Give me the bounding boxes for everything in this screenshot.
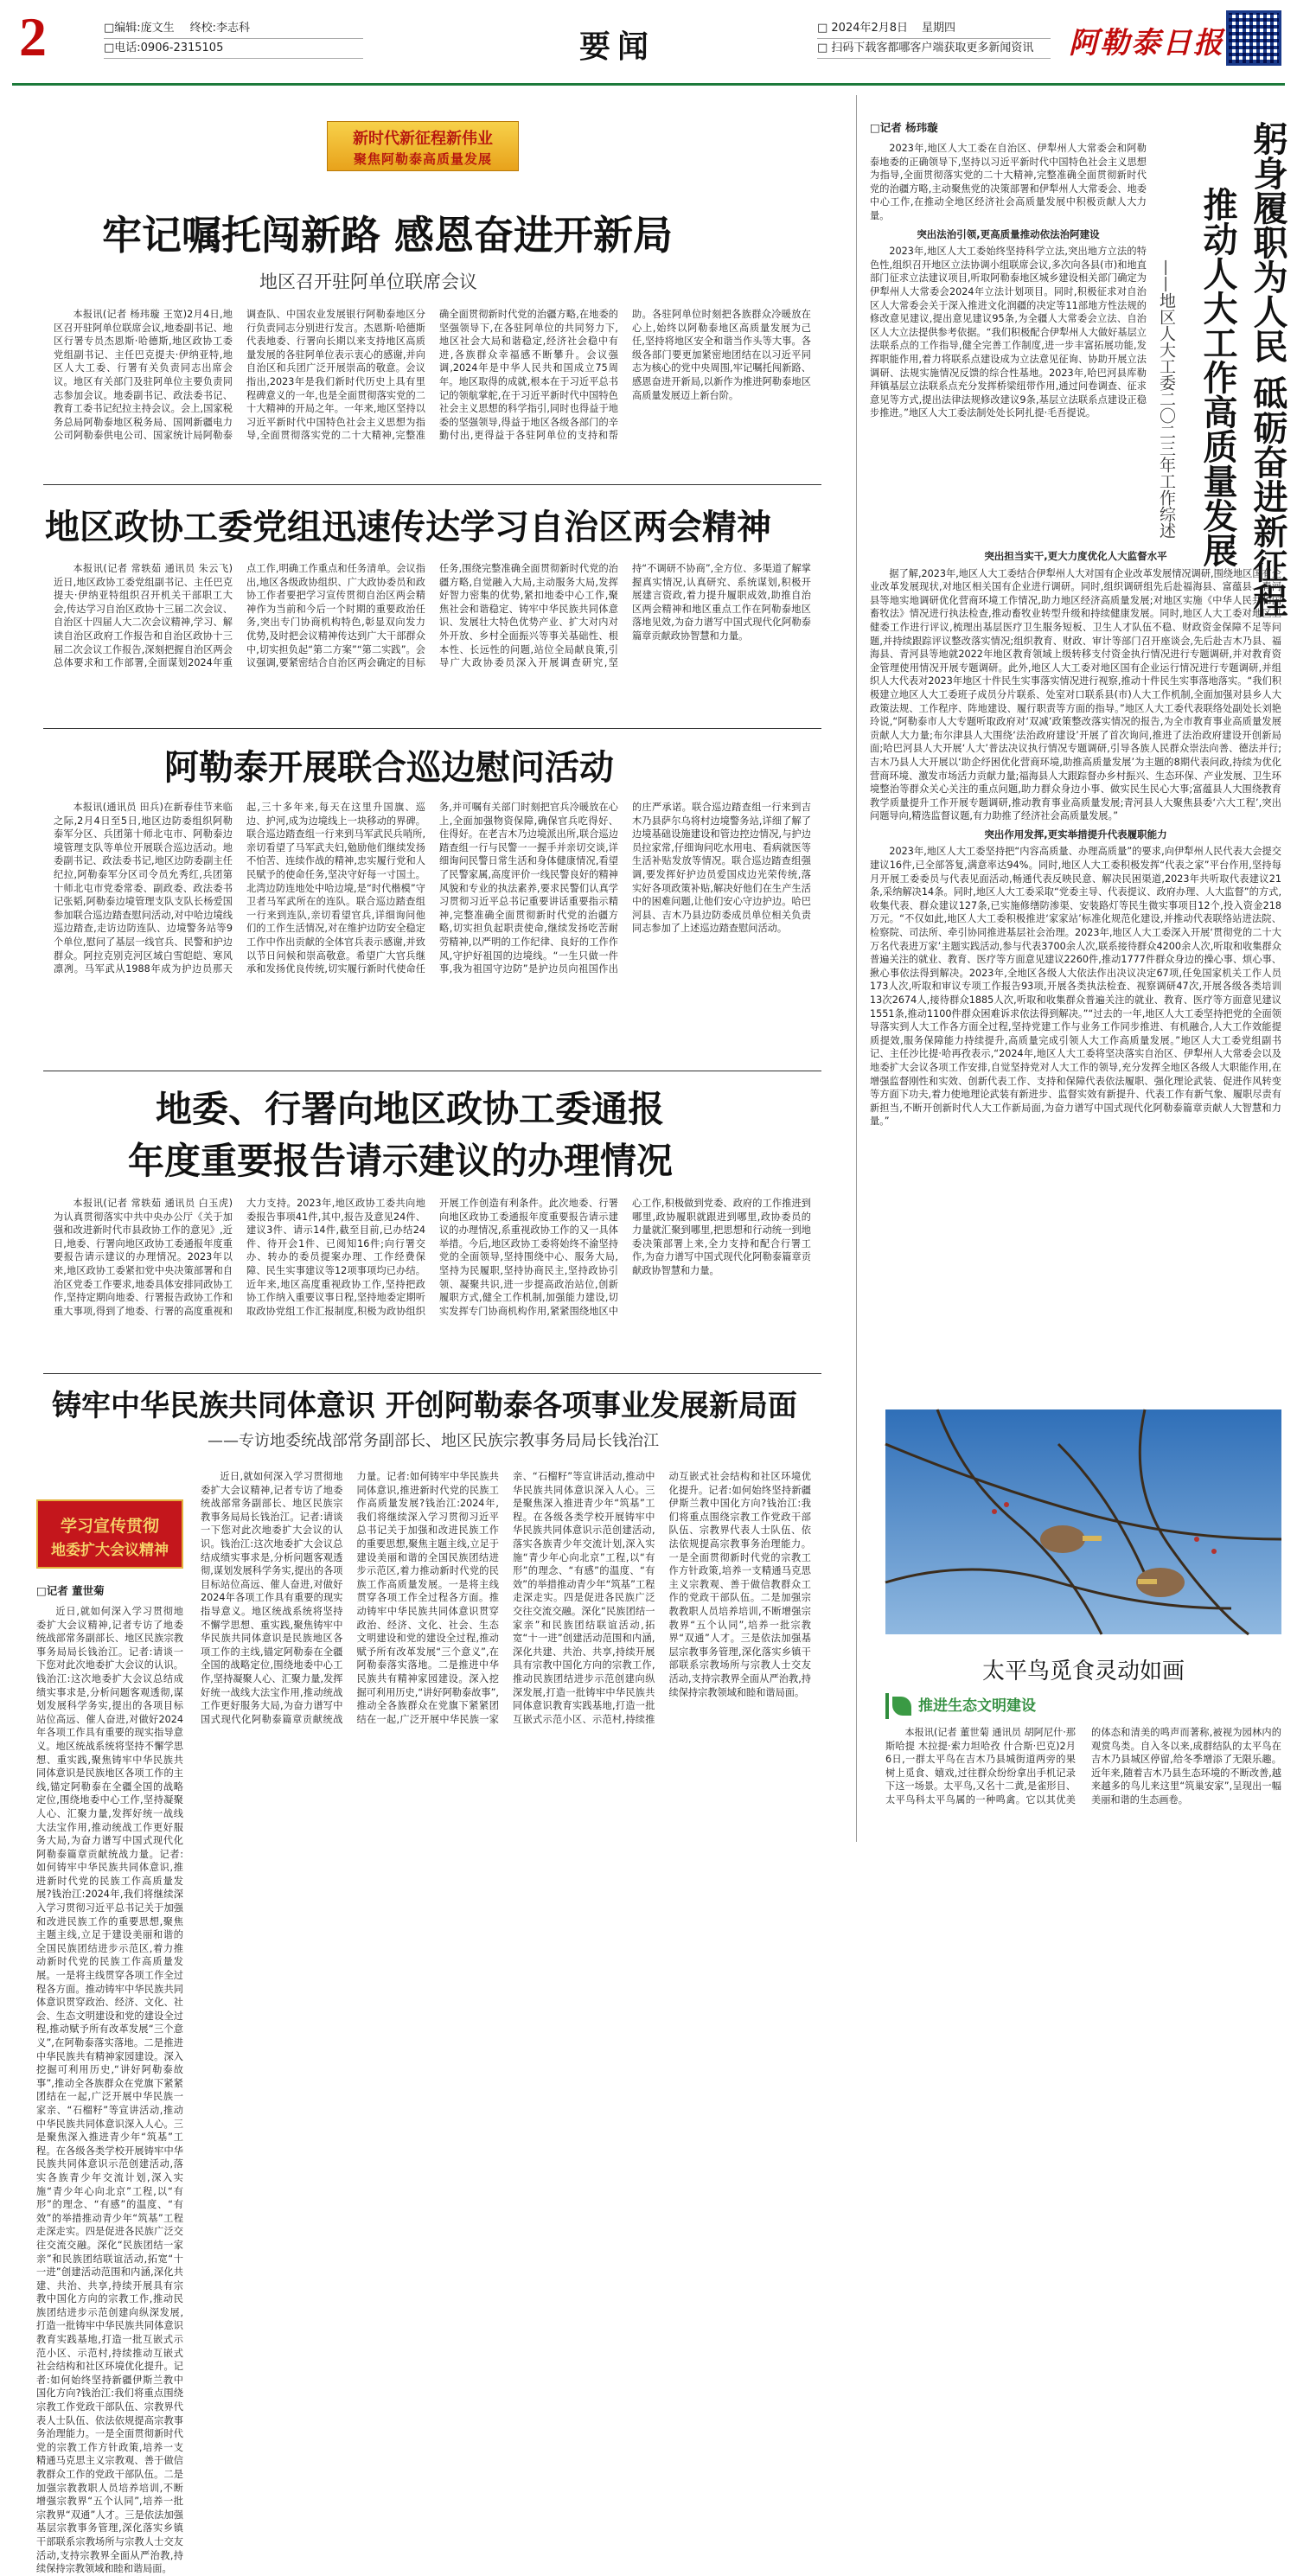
bird-photo-image — [885, 1409, 1281, 1634]
section-title: 要闻 — [579, 29, 656, 65]
photo-story-body — [885, 1726, 1281, 1842]
paper-logo: 阿勒泰日报 — [1069, 26, 1224, 61]
editor-name: □编辑:庞文生 — [104, 22, 175, 35]
series-badge — [327, 121, 519, 171]
feature-intro: 2023年,地区人大工委在自治区、伊犁州人大常委会和阿勒泰地委的正确领导下,坚持以习近平新时代中国特色社会主义思想为指导,全面贯彻落实党的二十大精神,完整准确全面贯彻新时代党的治疆方略,主动聚焦党的决策部署和伊犁州人大常委会、地委中心工作,在推动全地区经济社会高质量发展中积极贡献人大力量。 — [870, 143, 1147, 221]
feature-para-1: 2023年,地区人大工委始终坚持科学立法,突出地方立法的特色性,组织召开地区立法协调小组联席会议,多次向各县(市)和地直部门征求立法建议项目,听取阿勒泰地区城乡建设相关部门确定为伊犁州人大常委会2024年立法计划项目。同时,积极征求对自治区人大常委会关于深入推进文化润疆的决定等11部地方性法规的修改意见建议,提出意见建议95条,为全疆人大常委会立法、自治区人大立法提供参考依据。“我们积极配合伊犁州人大做好基层立法联系点的工作指导,健全完善工作制度,进一步丰富拓展功能,发挥职能作用,着力将联系点建设成为立法意见征询、协助开展立法调研、法规实施情况反馈的综合性基地。2023年,哈巴河县库勒拜镇基层立法联系点充分发挥桥梁纽带作用,通过问卷调查、征求意见等方式,提出法律法规修改建议9条,基层立法联系点建设正稳步推进。”地区人大工委法制处处长阿扎提·毛吾提说。 — [870, 246, 1147, 419]
bird-photo — [885, 1409, 1281, 1634]
masthead — [0, 0, 1297, 86]
article5-body-first — [36, 1605, 183, 2575]
phone-number: □电话:0906-2315105 — [104, 42, 224, 54]
article5-text: 近日,就如何深入学习贯彻地委扩大会议精神,记者专访了地委统战部常务副部长、地区民族宗教事务局局长钱治江。记者:请谈一下您对此次地委扩大会议的认识。钱治江:这次地委扩大会议总结成绩实事求是,分析问题客观透彻,谋划发展科学务实,提出的各项目标站位高远、催人奋进,对做好2024年各项工作具有重要的现实指导意义。地区统战系统将坚持不懈学思想、重实践,聚焦铸牢中华民族共同体意识是民族地区各项工作的主线,锚定阿勒泰在全疆全国的战略定位,围绕地委中心工作,坚持凝聚人心、汇聚力量,发挥好统一战线大法宝作用,推动统战工作更好服务大局,为奋力谱写中国式现代化阿勒泰篇章贡献统战力量。记者:如何铸牢中华民族共同体意识,推进新时代党的民族工作高质量发展?钱治江:2024年,我们将继续深入学习贯彻习近平总书记关于加强和改进民族工作的重要思想,聚焦主题主线,立足于建设美丽和谐的全国民族团结进步示范区,着力推动新时代党的民族工作高质量发展。一是将主线贯穿各项工作全过程各方面。推动铸牢中华民族共同体意识贯穿政治、经济、文化、社会、生态文明建设和党的建设全过程,推动赋予所有改革发展“三个意义”,在阿勒泰落实落地。二是推进中华民族共有精神家园建设。深入挖掘可利用历史,“讲好阿勒泰故事”,推动全各族群众在党旗下紧紧团结在一起,广泛开展中华民族一家亲、“石榴籽”等宣讲活动,推动中华民族共同体意识深入人心。三是聚焦深入推进青少年“筑基”工程。在各级各类学校开展铸牢中华民族共同体意识示范创建活动,落实各族青少年交流计划,深入实施“青少年心向北京”工程,以“有形”的理念、“有感”的温度、“有效”的举措推动青少年“筑基”工程走深走实。四是促进各民族广泛交往交流交融。深化“民族团结一家亲”和民族团结联谊活动,拓宽“十一进”创建活动范围和内涵,深化共建、共治、共享,持续开展具有宗教中国化方向的宗教工作,推动民族团结进步示范创建向纵深发展,打造一批铸牢中华民族共同体意识教育实践基地,打造一批互嵌式示范小区、示范村,持续推动互嵌式社会结构和社区环境优化提升。记者:如何始终坚持新疆伊斯兰教中国化方向?钱治江:我们将重点围绕宗教工作党政干部队伍、宗教界代表人士队伍、依法依规提高宗教事务治理能力。一是全面贯彻新时代党的宗教工作方针政策,培养一支精通马克思主义宗教观、善于做信教群众工作的党政干部队伍。二是加强宗教教职人员培养培训,不断增强宗教界“五个认同”,培养一批宗教界“双通”人才。三是依法加强基层宗教事务管理,深化落实乡镇干部联系宗教场所与宗教人士交友活动,支持宗教界全面从严治教,持续保持宗教领域和睦和谐局面。 — [201, 1471, 811, 1725]
divider — [43, 728, 821, 729]
study-badge-line1: 学习宣传贯彻 — [60, 1517, 159, 1536]
feature-para-3: 2023年,地区人大工委坚持把“内容高质量、办理高质量”的要求,向伊犁州人民代表大会提交建议16件,已全部答复,满意率达94%。同时,地区人大工委积极发挥“代表之家”平台作用,坚持每月开展工委委员与代表见面活动,畅通代表反映民意、解决民困渠道,2023年共听取代表建议21条,采纳解决14条。同时,地区人大工委采取“党委主导、代表提议、政府办理、人大监督”的方式,收集代表、群众建议127条,已实施修缮防渗渠、安装路灯等民生微实事项目12个,投入资金218万元。“不仅如此,地区人大工委积极推进‘家家站’标准化规范化建设,并推动代表联络站进法院、检察院、司法所、牵引协同推进基层社会治理。2023年,地区人大工委深入开展‘贯彻党的二十大 万名代表进万家’主题实践活动,参与代表3700余人次,联系接待群众4200余人次,听取和收集群众普遍关注的就业、教育、医疗等方面意见建议2260件,推动1777件群众身边的操心事、烦心事、揪心事依法得到解决。2023年,全地区各级人大依法作出决议决定67项,任免国家机关工作人员173人次,听取和审议专项工作报告93项,开展各类执法检查、视察调研47次,开展各级各类培训13次2674人,接待群众1885人次,听取和收集群众普遍关注的就业、教育、医疗等方面意见建议1551条,推动1100件群众困难诉求依法得到解决。”“过去的一年,地区人大工委坚持把党的全面领导落实到人大工作各方面全过程,坚持党建工作与业务工作同步推进、有机融合,人大工作效能提质提效,服务保障能力持续提升,高质量完成引领人大工作高质量发展。”地区人大工委党组副书记、主任沙比提·哈再孜表示,“2024年,地区人大工委将坚决落实自治区、伊犁州人大常委会以及地委扩大会议各项工作安排,自觉坚持党对人大工作的领导,充分发挥全地区各级人大职能作用,在增强监督刚性和实效、创新代表工作、支持和保障代表依法履职、强化理论武装、促进作风转变等方面下功夫,着力使地理论武装有新进步、监督实效有新提升、代表工作有新气象、履职尽责有新担当,不断开创新时代人大工作新局面,为奋力谱写中国式现代化阿勒泰篇章贡献人大智慧和力量。” — [870, 846, 1281, 1128]
article3-text: 本报讯(通讯员 田兵)在新春佳节来临之际,2月4日至5日,地区边防委组织阿勒泰军分区、兵团第十师北屯市、阿勒泰边境管理支队等单位开展联合巡边活动。地委副书记、政法委书记,地区边防委副主任纪拉,阿勒泰军分区司令员允秀红,兵团第十师北屯市党委常委、副政委、政法委书记张韬,阿勒泰边境管理支队支队长杨爱国参加联合巡边踏查慰问活动,对中哈边境线巡边踏查,走访边防连队、边境警务站等9个单位,慰问了基层一线官兵、民警和护边群众。阿拉克别克河区域白雪皑皑、寒风凛冽。马军武从1988年成为护边员那天起,三十多年来,每天在这里升国旗、巡边、护河,成为边境线上一块移动的界碑。联合巡边踏查组一行来到马军武民兵哨所,亲切看望了马军武夫妇,勉励他们继续发扬不怕苦、连续作战的精神,忠实履行党和人民赋予的使命任务,坚决守好每一寸国土。北湾边防连地处中哈边境,是“时代楷模”守卫者马军武所在的连队。联合巡边踏查组一行来到连队,亲切看望官兵,详细询问他们的工作生活情况,对在维护边防安全稳定工作中作出贡献的全体官兵表示感谢,并致以节日问候和崇高敬意。希望广大官兵继承和发扬优良传统,切实履行新时代使命任务,并可嘱有关部门时刻把官兵冷暖放在心上,全面加强物资保障,确保官兵吃得好、住得好。在老吉木乃边境派出所,联合巡边踏查组一行与民警一一握手并亲切交谈,详细询问民警日常生活和身体健康情况,看望了民警家属,高度评价一线民警良好的精神风貌和专业的执法素养,要求民警们认真学习贯彻习近平总书记重要讲话重要指示精神,完整准确全面贯彻新时代党的治疆方略,切实担负起职责使命,继续发扬吃苦耐劳精神,以严明的工作纪律、良好的工作作风,守护好祖国的边境线。“一生只做一件事,我为祖国守边防”是护边员向祖国作出的庄严承诺。联合巡边踏查组一行来到吉木乃县萨尔乌将村边境警务站,详细了解了边境基础设施建设和管边控边情况,与护边员拉家常,仔细询问吃水用电、看病就医等生活补贴发放等情况。联合巡边踏查组强调,要发挥好护边员爱国戍边光荣传统,落实好各项政策补贴,解决好他们在生产生活中的困难问题,让他们安心守边护边。哈巴河县、吉木乃县边防委成员单位相关负责同志参加了上述巡边踏查慰问活动。 — [54, 802, 811, 975]
article4-title-line2: 年度重要报告请示建议的办理情况 — [128, 1140, 674, 1182]
article5-text-lead: 近日,就如何深入学习贯彻地委扩大会议精神,记者专访了地委统战部常务副部长、地区民族宗教事务局局长钱治江。记者:请谈一下您对此次地委扩大会议的认识。钱治江:这次地委扩大会议总结成绩实事求是,分析问题客观透彻,谋划发展科学务实,提出的各项目标站位高远、催人奋进,对做好2024年各项工作具有重要的现实指导意义。地区统战系统将坚持不懈学思想、重实践,聚焦铸牢中华民族共同体意识是民族地区各项工作的主线,锚定阿勒泰在全疆全国的战略定位,围绕地委中心工作,坚持凝聚人心、汇聚力量,发挥好统一战线大法宝作用,推动统战工作更好服务大局,为奋力谱写中国式现代化阿勒泰篇章贡献统战力量。记者:如何铸牢中华民族共同体意识,推进新时代党的民族工作高质量发展?钱治江:2024年,我们将继续深入学习贯彻习近平总书记关于加强和改进民族工作的重要思想,聚焦主题主线,立足于建设美丽和谐的全国民族团结进步示范区,着力推动新时代党的民族工作高质量发展。一是将主线贯穿各项工作全过程各方面。推动铸牢中华民族共同体意识贯穿政治、经济、文化、社会、生态文明建设和党的建设全过程,推动赋予所有改革发展“三个意义”,在阿勒泰落实落地。二是推进中华民族共有精神家园建设。深入挖掘可利用历史,“讲好阿勒泰故事”,推动全各族群众在党旗下紧紧团结在一起,广泛开展中华民族一家亲、“石榴籽”等宣讲活动,推动中华民族共同体意识深入人心。三是聚焦深入推进青少年“筑基”工程。在各级各类学校开展铸牢中华民族共同体意识示范创建活动,落实各族青少年交流计划,深入实施“青少年心向北京”工程,以“有形”的理念、“有感”的温度、“有效”的举措推动青少年“筑基”工程走深走实。四是促进各民族广泛交往交流交融。深化“民族团结一家亲”和民族团结联谊活动,拓宽“十一进”创建活动范围和内涵,深化共建、共治、共享,持续开展具有宗教中国化方向的宗教工作,推动民族团结进步示范创建向纵深发展,打造一批铸牢中华民族共同体意识教育实践基地,打造一批互嵌式示范小区、示范村,持续推动互嵌式社会结构和社区环境优化提升。记者:如何始终坚持新疆伊斯兰教中国化方向?钱治江:我们将重点围绕宗教工作党政干部队伍、宗教界代表人士队伍、依法依规提高宗教事务治理能力。一是全面贯彻新时代党的宗教工作方针政策,培养一支精通马克思主义宗教观、善于做信教群众工作的党政干部队伍。二是加强宗教教职人员培养培训,不断增强宗教界“五个认同”,培养一批宗教界“双通”人才。三是依法加强基层宗教事务管理,深化落实乡镇干部联系宗教场所与宗教人士交友活动,支持宗教界全面从严治教,持续保持宗教领域和睦和谐局面。 — [36, 1606, 183, 2575]
column-divider — [856, 95, 857, 1842]
feature-title-col2: 推动人大工作高质量发展 — [1198, 187, 1238, 567]
article3-body — [54, 801, 811, 1062]
divider — [43, 1373, 821, 1374]
feature-subtitle: ——地区人大工委二〇二三年工作综述 — [1157, 259, 1176, 539]
article2-title: 地区政协工委党组迅速传达学习自治区两会精神 — [45, 507, 771, 547]
article4-text: 本报讯(记者 常轶茹 通讯员 白玉虎)为认真贯彻落实中共中央办公厅《关于加强和改进新时代市县政协工作的意见》,近日,地委、行署向地区政协工委通报年度重要报告请示建议的办理情况。2023年以来,地区政协工委紧扣党中央决策部署和自治区党委工作要求,地委具体安排同政协工作,坚持定期向地委、行署报告政协工作和重大事项,得到了地委、行署的高度重视和大力支持。2023年,地区政协工委共向地委报告事项41件,其中,报告及意见24件、建议3件、请示14件,截至目前,已办结24件、待开会1件、已阅知16件;向行署交办、转办的委员提案办理、工作经费保障、民生实事建议等12项事项均已办结。近年来,地区高度重视政协工作,坚持把政协工作纳入重要议事日程,坚持地委定期听取政协党组工作汇报制度,积极为政协组织开展工作创造有利条件。此次地委、行署向地区政协工委通报年度重要报告请示建议的办理情况,系重视政协工作的又一具体举措。今后,地区政协工委将始终不渝坚持党的全面领导,坚持围绕中心、服务大局,坚持为民履职,坚持协商民主,坚持政协引领、凝聚共识,进一步提高政治站位,创新履职方式,健全工作机制,加强能力建设,切实发挥专门协商机构作用,紧紧围绕地区中心工作,积极做到党委、政府的工作推进到哪里,政协履职就跟进到哪里,政协委员的力量就汇聚到哪里,把思想和行动统一到地委决策部署上来,全力支持和配合行署工作,为奋力谱写中国式现代化阿勒泰篇章贡献政协智慧和力量。 — [54, 1198, 811, 1317]
article4-title-line1: 地委、行署向地区政协工委通报 — [156, 1088, 665, 1130]
editor-info — [104, 19, 363, 59]
qr-code-icon[interactable] — [1226, 10, 1281, 66]
feature-subhead-2: 突出担当实干,更大力度优化人大监督水平 — [984, 550, 1167, 562]
photo-caption: 太平鸟觅食灵动如画 — [981, 1659, 1185, 1684]
series-badge-line2: 聚焦阿勒泰高质量发展 — [353, 151, 492, 167]
issue-weekday: 星期四 — [922, 22, 956, 35]
date-info — [817, 19, 1051, 59]
series-badge-line1: 新时代新征程新伟业 — [353, 130, 493, 148]
study-badge — [36, 1499, 183, 1569]
article1-subtitle: 地区召开驻阿单位联席会议 — [259, 272, 477, 292]
article1-text: 本报讯(记者 杨玮璇 王宽)2月4日,地区召开驻阿单位联席会议,地委副书记、地区行署专员杰恩斯·哈德斯,地区政协工委党组副书记、主任巴克提夫·伊纳亚特,地区人大工委、行署有关负责同志出席会议。地区有关部门及驻阿单位主要负责同志参加会议。地委副书记、政法委书记、教育工委书记纪拉主持会议。会上,国家税务总局阿勒泰地区税务局、国网新疆电力公司阿勒泰供电公司、国家统计局阿勒泰调查队、中国农业发展银行阿勒泰地区分行负责同志分别进行发言。杰恩斯·哈德斯代表地委、行署向长期以来支持地区高质量发展的各驻阿单位表示衷心的感谢,并向自治区和兵团广泛开展崇高的敬意。会议指出,2023年是我们新时代历史上具有里程碑意义的一年,也是全面贯彻落实党的二十大精神的开局之年。一年来,地区坚持以习近平新时代中国特色社会主义思想为指导,全面贯彻落实党的二十大精神,完整准确全面贯彻新时代党的治疆方略,在地委的坚强领导下,在各驻阿单位的共同努力下,地区社会大局和谐稳定,经济社会稳中有进,各族群众幸福感不断攀升。会议强调,2024年是中华人民共和国成立75周年。地区取得的成就,根本在于习近平总书记的领航掌舵,在于习近平新时代中国特色社会主义思想的科学指引,同时也得益于地委的坚强领导,得益于地区各级各部门的辛勤付出,更得益于各驻阿单位的支持和帮助。各驻阿单位时刻把各族群众冷暖放在心上,始终以阿勒泰地区高质量发展为己任,坚持将地区安全和谐当作头等大事。各级各部门要更加紧密地团结在以习近平同志为核心的党中央周围,牢记嘱托闯新路、感恩奋进开新局,以新作为推进阿勒泰地区高质量发展迈上新台阶。 — [54, 309, 811, 442]
feature-title-col1: 躬身履职为人民 砥砺奋进新征程 — [1248, 121, 1288, 617]
article5-title: 铸牢中华民族共同体意识 开创阿勒泰各项事业发展新局面 — [52, 1389, 797, 1423]
eco-tag: 推进生态文明建设 — [885, 1693, 1055, 1719]
page-number: 2 — [19, 6, 47, 67]
article5-body — [201, 1470, 811, 1838]
issue-date: □ 2024年2月8日 — [817, 22, 909, 35]
feature-body-top — [870, 142, 1147, 536]
feature-byline: □记者 杨玮璇 — [870, 121, 938, 134]
reviewer-name: 终校:李志科 — [189, 22, 251, 35]
photo-story-text: 本报讯(记者 董世菊 通讯员 胡阿尼什·那斯哈提 木拉提·索力坦哈孜 什合斯·巴克)2月6日,一群太平鸟在吉木乃县城街道两旁的果树上觅食、嬉戏,过往群众纷纷拿出手机记录下这一场景。太平鸟,又名十二黄,是雀形目、太平鸟科太平鸟属的一种鸣禽。它以其优美的体态和清美的鸣声而著称,被视为园林内的观赏鸟类。自入冬以来,成群结队的太平鸟在吉木乃县城区停留,给冬季增添了无限乐趣。近年来,随着吉木乃县生态环境的不断改善,越来越多的鸟儿来这里“筑巢安家”,呈现出一幅美丽和谐的生态画卷。 — [885, 1727, 1281, 1806]
study-badge-line2: 地委扩大会议精神 — [51, 1542, 169, 1559]
article1-title: 牢记嘱托闯新路 感恩奋进开新局 — [102, 212, 674, 259]
scan-hint: □ 扫码下载客都哪客户端获取更多新闻资讯 — [817, 42, 1034, 54]
article1-body — [54, 308, 811, 472]
feature-subhead-3: 突出作用发挥,更实举措提升代表履职能力 — [984, 828, 1167, 841]
article2-text: 本报讯(记者 常轶茹 通讯员 朱云飞)近日,地区政协工委党组副书记、主任巴克提夫·伊纳亚特组织召开机关干部职工大会,传达学习自治区政协十三届二次会议、自治区十四届人大二次会议精神,学习、解读自治区政府工作报告和自治区政协十三届二次会议工作报告,深刻把握自治区两会总体要求和工作部署,全面谋划2024年重点工作,明确工作重点和任务清单。会议指出,地区各级政协组织、广大政协委员和政协工作者要把学习宣传贯彻自治区两会精神作为当前和今后一个时期的重要政治任务,突出专门协商机构特色,彰显双向发力优势,及时把会议精神传达到广大干部群众中,切实担负起“第二方案”“第二实践”。会议强调,要紧密结合自治区两会确定的目标任务,围绕完整准确全面贯彻新时代党的治疆方略,自觉融入大局,主动服务大局,发挥好智力密集的优势,紧扣地委中心工作,聚焦社会和谐稳定、铸牢中华民族共同体意识、发展壮大特色优势产业、扩大对内对外开放、乡村全面振兴等事关基础性、根本性、长远性的问题,站位全局献良策,引导广大政协委员深入开展调查研究,坚持“不调研不协商”,全方位、多渠道了解掌握真实情况,认真研究、系统谋划,积极开展建言资政,着力提升履职成效,助推自治区两会精神和地区重点工作在阿勒泰地区落地见效,为奋力谱写中国式现代化阿勒泰篇章贡献政协智慧和力量。 — [54, 563, 811, 669]
masthead-rule — [12, 83, 1285, 86]
article5-subtitle: ——专访地委统战部常务副部长、地区民族宗教事务局局长钱治江 — [208, 1432, 659, 1450]
feature-subhead-1: 突出法治引领,更高质量推动依法治阿建设 — [917, 227, 1100, 240]
feature-body-bottom — [870, 545, 1281, 1389]
article4-body — [54, 1197, 811, 1365]
divider — [43, 484, 821, 485]
article3-title: 阿勒泰开展联合巡边慰问活动 — [164, 747, 614, 788]
feature-para-2: 据了解,2023年,地区人大工委结合伊犁州人大对国有企业改革发展情况调研,围绕地区国有企业改革发展现状,对地区相关国有企业进行调研。同时,组织调研组先后赴福海县、富蕴县、青河县等地实地调研优化营商环境工作情况,助力地区经济高质量发展;对地区实施《中华人民共和国畜牧法》情况进行执法检查,推动畜牧业转型升级和持续健康发展。同时,地区人大工委对地区卫健委工作进行评议,梳理出基层医疗卫生服务短板、卫生人才队伍不稳、财政资金保障不足等问题,并持续跟踪评议整改落实情况;组织教育、财政、审计等部门召开座谈会,先后赴吉木乃县、福海县、青河县等地就2022年地区教育领域上级转移支付资金执行情况进行专题调研,并对教育资金管理使用情况开展专题调研。此外,地区人大工委对地区国有企业运行情况进行专题调研,并组织人大代表对2023年地区十件民生实事落实情况进行视察,推动十件民生实事落地落实。“我们积极建立地区人大工委班子成员分片联系、处室对口联系县(市)人大工作机制,全面加强对县乡人大政策法规、工作程序、阵地建设、履行职责等方面的指导。”地区人大工委代表联络处副处长刘艳玲说,“阿勒泰市人大专题听取政府对‘双减’政策整改落实情况的报告,为全市教育事业高质量发展贡献人大力量;布尔津县人大围绕‘法治政府建设’开展了首次询问,推进了法治政府建设开创新局面;哈巴河县人大开展‘人大’普法决议执行情况专题调研,引导各族人民群众崇法向善、德法并行;吉木乃县人大开展以‘助企纾困优化营商环境,助推高质量发展’为主题的8期代表问政,持续为优化营商环境、激发市场活力贡献力量;福海县人大跟踪督办乡村振兴、生态环保、产业发展、卫生环境整治等群众关心关注的重点问题,助力群众身边小事、做实民生民心大事;富蕴县人大围绕教育教学质量提升工作开展专题调研,推动教育事业高质量发展;青河县人大聚焦县委‘六大工程’,突出问题导向,精选监督议题,有力助推了经济社会高质量发展。” — [870, 567, 1281, 822]
article5-byline: □记者 董世菊 — [36, 1584, 105, 1597]
article2-body — [54, 562, 811, 719]
